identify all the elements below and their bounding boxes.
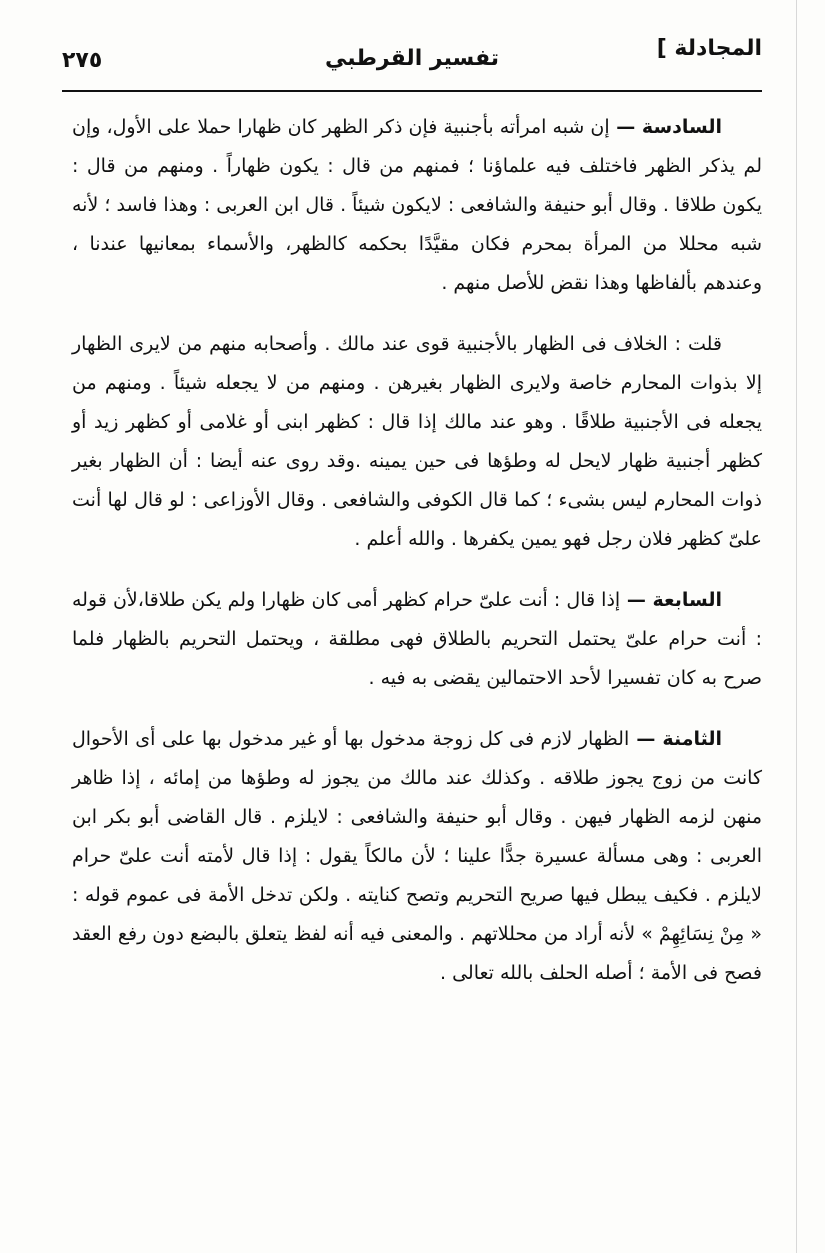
paragraph-lead: السادسة —: [609, 116, 722, 138]
paragraph-seventh: [72, 581, 762, 698]
paragraph-text: إذا قال : أنت علىّ حرام كظهر أمى كان ظهارا ولم يكن طلاقا،لأن قوله : أنت حرام علىّ يحتمل التحريم بالطلاق فهى مطلقة ، ويحتمل التحريم بالظهار فلما صرح به كان تفسيرا لأحد الاحتمالين يقضى به فيه .: [72, 589, 762, 689]
paragraph-text: الظهار لازم فى كل زوجة مدخول بها أو غير مدخول بها على أى الأحوال كانت من زوج يجوز طلاقه . وكذلك عند مالك من يجوز له وطؤها من إمائه ، إذا ظاهر منهن لزمه الظهار فيهن . وقال أبو حنيفة والشافعى : لايلزم . قال القاضى أبو بكر ابن العربى : وهى مسألة عسيرة جدًّا علينا ؛ لأن مالكاً يقول : إذا قال لأمته أنت علىّ حرام لايلزم . فكيف يبطل فيها صريح التحريم وتصح كنايته . ولكن تدخل الأمة فى عموم قوله : « مِنْ نِسَائِهِمْ » لأنه أراد من محللاتهم . والمعنى فيه أنه لفظ يتعلق بالبضع دون رفع العقد فصح فى الأمة ؛ أصله الحلف بالله تعالى .: [72, 728, 762, 984]
page-body: [72, 108, 762, 993]
paragraph-eighth: [72, 720, 762, 993]
book-title: تفسير القرطبي: [324, 46, 500, 71]
page-header: [62, 30, 762, 88]
page-number: ٢٧٥: [62, 48, 103, 73]
header-divider: [62, 90, 762, 92]
paragraph-qultu: [72, 325, 762, 559]
paragraph-text: إن شبه امرأته بأجنبية فإن ذكر الظهر كان ظهارا حملا على الأول، وإن لم يذكر الظهر فاختلف فيه علماؤنا ؛ فمنهم من قال : يكون ظهاراً . ومنهم من قال : يكون طلاقا . وقال أبو حنيفة والشافعى : لايكون شيئاً . قال ابن العربى : وهذا فاسد ؛ لأنه شبه محللا من المرأة بمحرم فكان مقيَّدًا بحكمه كالظهر، والأسماء بمعانيها عندنا ، وعندهم بألفاظها وهذا نقض للأصل منهم .: [72, 116, 762, 294]
paragraph-lead: السابعة —: [620, 589, 722, 611]
surah-name: المجادلة ]: [656, 36, 762, 61]
paragraph-lead: الثامنة —: [629, 728, 723, 750]
paragraph-sixth: [72, 108, 762, 303]
paragraph-text: قلت : الخلاف فى الظهار بالأجنبية قوى عند مالك . وأصحابه منهم من لايرى الظهار إلا بذوات المحارم خاصة ولايرى الظهار بغيرهن . ومنهم من لا يجعله شيئاً . ومنهم من يجعله فى الأجنبية طلاقًا . وهو عند مالك إذا قال : كظهر ابنى أو غلامى أو كظهر زيد أو كظهر أجنبية ظهار لايحل له وطؤها فى حين يمينه .وقد روى عنه أيضا : أن الظهار بغير ذوات المحارم ليس بشىء ؛ كما قال الكوفى والشافعى . وقال الأوزاعى : لو قال لها أنت علىّ كظهر فلان رجل فهو يمين يكفرها . والله أعلم .: [72, 333, 762, 550]
page-edge-line: [796, 0, 797, 1253]
